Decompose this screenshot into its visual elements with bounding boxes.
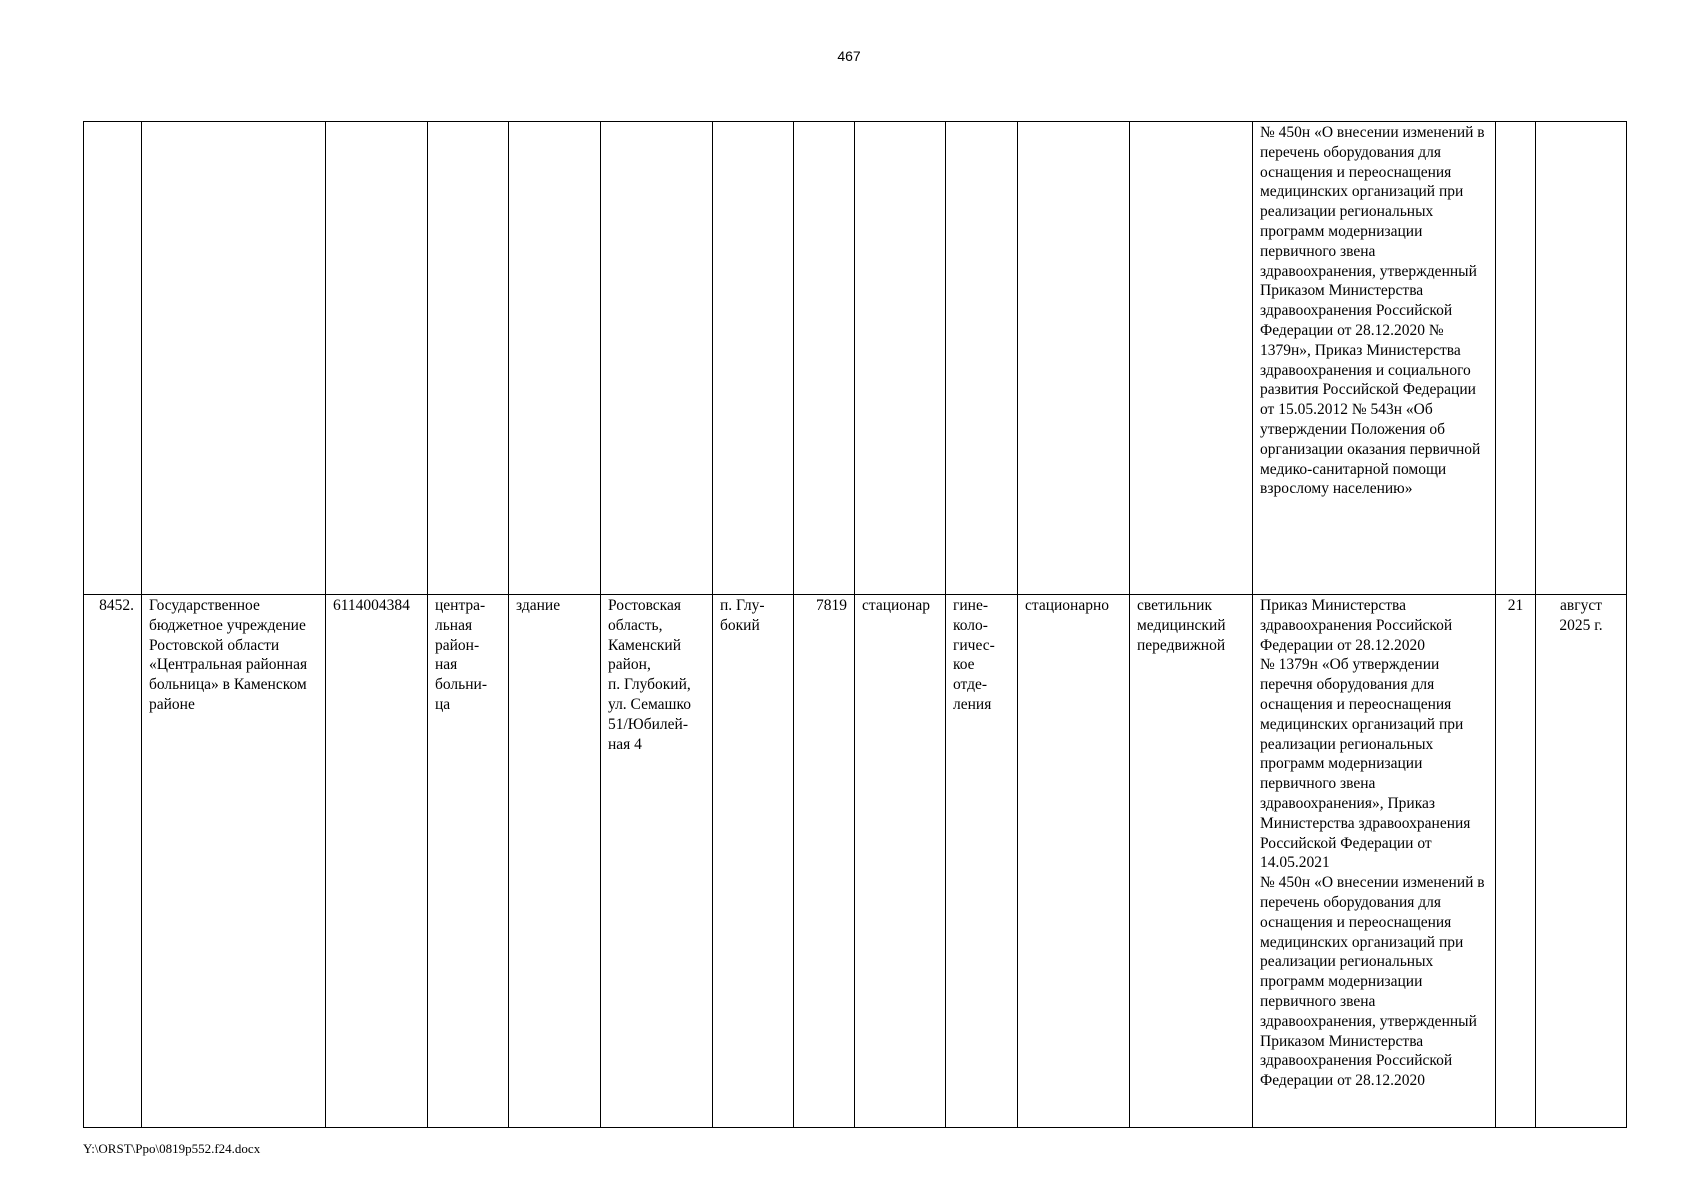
- cell-empty: [1536, 122, 1627, 595]
- cell-empty: [794, 122, 855, 595]
- cell-empty: [84, 122, 142, 595]
- cell-org-type: центра- льная район- ная больни- ца: [428, 595, 509, 1128]
- cell-legal-basis: Приказ Министерства здравоохранения Российской Федерации от 28.12.2020 № 1379н «Об утверждении перечня оборудования для оснащения и переоснащения медицинских организаций при реализации региональных программ модернизации первичного звена здравоохранения», Приказ Министерства здравоохранения Российской Федерации от 14.05.2021 № 450н «О внесении изменений в перечень оборудования для оснащения и переоснащения медицинских организаций при реализации региональных программ модернизации первичного звена здравоохранения, утвержденный Приказом Министерства здравоохранения Российской Федерации от 28.12.2020: [1253, 595, 1496, 1128]
- cell-address: Ростовская область, Каменский район, п. Глубокий, ул. Семашко 51/Юбилей- ная 4: [601, 595, 713, 1128]
- cell-equipment: светильник медицинский передвижной: [1130, 595, 1253, 1128]
- cell-empty: [326, 122, 428, 595]
- cell-department: гине- коло- гичес- кое отде- ления: [946, 595, 1018, 1128]
- cell-deadline: август 2025 г.: [1536, 595, 1627, 1128]
- cell-quantity: 21: [1496, 595, 1536, 1128]
- cell-empty: [601, 122, 713, 595]
- cell-empty: [1018, 122, 1130, 595]
- equipment-register-table: [83, 121, 1627, 1128]
- cell-care-conditions: стационарно: [1018, 595, 1130, 1128]
- cell-care-type: стационар: [855, 595, 946, 1128]
- cell-settlement: п. Глу- бокий: [713, 595, 794, 1128]
- cell-empty: [713, 122, 794, 595]
- table-row-8452: [84, 595, 1627, 1128]
- cell-legal-basis: № 450н «О внесении изменений в перечень оборудования для оснащения и переоснащения медицинских организаций при реализации региональных программ модернизации первичного звена здравоохранения, утвержденный Приказом Министерства здравоохранения Российской Федерации от 28.12.2020 № 1379н», Приказ Министерства здравоохранения и социального развития Российской Федерации от 15.05.2012 № 543н «Об утверждении Положения об организации оказания первичной медико-санитарной помощи взрослому населению»: [1253, 122, 1496, 595]
- cell-empty: [946, 122, 1018, 595]
- cell-empty: [142, 122, 326, 595]
- cell-object-type: здание: [509, 595, 601, 1128]
- cell-organization: Государственное бюджетное учреждение Ростовской области «Центральная районная больница» в Каменском районе: [142, 595, 326, 1128]
- cell-empty: [1130, 122, 1253, 595]
- cell-population: 7819: [794, 595, 855, 1128]
- cell-row-number: 8452.: [84, 595, 142, 1128]
- footer-file-path: Y:\ORST\Ppo\0819p552.f24.docx: [83, 1141, 261, 1156]
- page-number: 467: [837, 48, 861, 64]
- cell-empty: [855, 122, 946, 595]
- cell-empty: [509, 122, 601, 595]
- cell-empty: [428, 122, 509, 595]
- cell-empty: [1496, 122, 1536, 595]
- table-row-continuation: [84, 122, 1627, 595]
- cell-inn: 6114004384: [326, 595, 428, 1128]
